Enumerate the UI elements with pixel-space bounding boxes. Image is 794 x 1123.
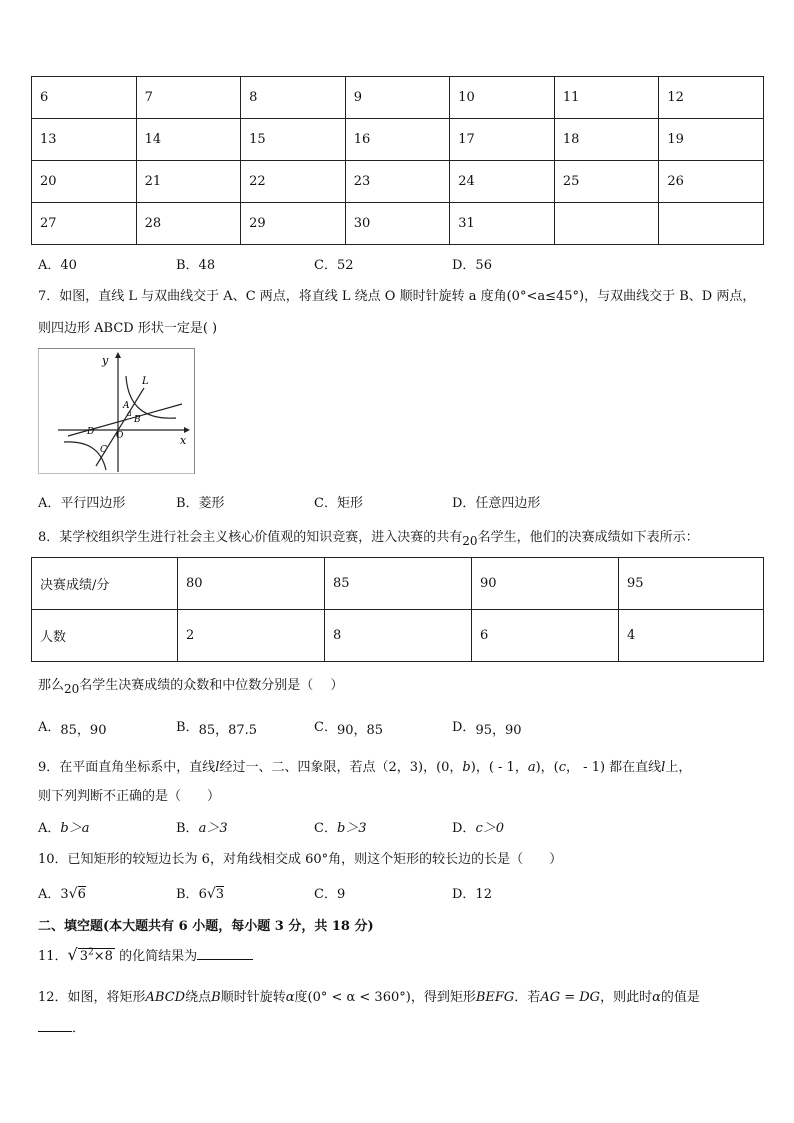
calendar-row — [32, 119, 764, 161]
calendar-cell: 27 — [32, 203, 137, 245]
calendar-cell: 9 — [345, 77, 450, 119]
q12-line2-end: ． — [72, 1021, 86, 1036]
q12-mid5: ．若 — [514, 990, 541, 1005]
q9-var-c: c — [558, 760, 567, 775]
q9-option-b — [176, 817, 228, 836]
q8-option-d-value: 95，90 — [475, 723, 522, 738]
q9-option-c — [314, 817, 367, 836]
q6-option-a: A．40 — [38, 258, 77, 273]
q7-option-a: A．平行四边形 — [38, 496, 126, 511]
q8-row-cell: 6 — [472, 610, 619, 662]
q8-option-b-value: 85，87.5 — [198, 723, 258, 738]
q10-option-d: D．12 — [452, 887, 492, 902]
q8-option-a-value: 85，90 — [60, 723, 107, 738]
q12-eq: AG = DG — [540, 990, 601, 1005]
calendar-cell: 8 — [241, 77, 346, 119]
q9-option-b-label: B． — [176, 821, 199, 836]
figure-label-angle: a — [127, 409, 132, 418]
q8-header-cell: 90 — [472, 558, 619, 610]
q12-text-line1 — [38, 986, 700, 1005]
q7-option-d: D．任意四边形 — [452, 496, 541, 511]
q12-befg: BEFG — [475, 990, 515, 1005]
q9-text-line2: 则下列判断不正确的是（ ） — [38, 789, 221, 804]
q9-option-a — [38, 817, 89, 836]
q12-pre: 12．如图，将矩形 — [38, 990, 146, 1005]
q9-text-line1 — [38, 756, 691, 775]
q8-option-a — [38, 716, 107, 738]
section-title: 二、填空题(本大题共有 6 小题，每小题 3 分，共 18 分) — [38, 919, 374, 934]
q10-option-a: A．3√6 — [38, 886, 86, 902]
q9-var-b: b — [462, 760, 471, 775]
q8-option-c — [314, 716, 384, 738]
q11-text: 11．√ $3^2\times 8$ 的化简结果为 — [38, 945, 253, 964]
q12-answer-blank[interactable] — [38, 1031, 72, 1032]
q8-option-c-label: C． — [314, 720, 337, 735]
q12-alpha: α — [285, 990, 295, 1005]
figure-label-L: L — [142, 376, 149, 387]
q8-row-cell: 8 — [325, 610, 472, 662]
q9-option-a-value: b＞a — [60, 821, 90, 836]
q12-range: (0° < α < 360°) — [307, 990, 411, 1005]
calendar-cell: 18 — [554, 119, 659, 161]
q10-option-a-label: A． — [38, 887, 61, 902]
q7-option-c: C．矩形 — [314, 496, 363, 511]
figure-label-B: B — [134, 415, 141, 425]
calendar-cell: 15 — [241, 119, 346, 161]
q6-option-d: D．56 — [452, 258, 492, 273]
q6-option-c: C．52 — [314, 258, 354, 273]
q10-option-c: C．9 — [314, 887, 346, 902]
q11-suffix: 的化简结果为 — [119, 949, 198, 964]
q8-option-b — [176, 716, 258, 738]
q8-option-c-value: 90，85 — [336, 723, 384, 738]
q8-option-a-label: A． — [38, 720, 61, 735]
calendar-cell: 19 — [659, 119, 764, 161]
q8-score-table — [31, 557, 764, 662]
q10-option-a-radicand: 6 — [77, 887, 86, 902]
calendar-cell: 11 — [554, 77, 659, 119]
q9-option-b-value: a＞3 — [198, 821, 228, 836]
q9-var-l2: l — [661, 760, 666, 775]
q9-option-c-value: b＞3 — [336, 821, 367, 836]
q6-option-b: B．48 — [176, 258, 216, 273]
q11-radicand — [78, 948, 115, 964]
calendar-cell: 24 — [450, 161, 555, 203]
q8-question — [38, 674, 344, 696]
q10-option-b: B．6√3 — [176, 886, 225, 902]
q9-option-d-value: c＞0 — [475, 821, 504, 836]
q9-option-d — [452, 817, 504, 836]
q10-option-b-radicand: 3 — [215, 887, 225, 902]
calendar-cell: 22 — [241, 161, 346, 203]
q9-option-a-label: A． — [38, 821, 61, 836]
calendar-cell: 28 — [136, 203, 241, 245]
q10-text: 10．已知矩形的较短边长为 6，对角线相交成 60°角，则这个矩形的较长边的长是（ ） — [38, 852, 563, 867]
q8-row-cell: 4 — [619, 610, 764, 662]
calendar-cell: 13 — [32, 119, 137, 161]
figure-label-x: x — [180, 434, 187, 447]
calendar-table — [31, 76, 764, 245]
q9-text-d: )，( — [535, 760, 559, 775]
q12-mid1: 绕点 — [185, 990, 212, 1005]
calendar-cell: 17 — [450, 119, 555, 161]
q12-alpha-2: α — [652, 990, 661, 1005]
q8-question-post: 名学生决赛成绩的众数和中位数分别是（ ） — [79, 678, 344, 693]
q9-text-a: 9．在平面直角坐标系中，直线 — [38, 760, 216, 775]
q11-exp: 2 — [88, 947, 94, 958]
q8-header-cell: 决赛成绩/分 — [32, 558, 178, 610]
q9-option-d-label: D． — [452, 821, 476, 836]
calendar-row — [32, 203, 764, 245]
q12-mid6: ，则此时 — [600, 990, 653, 1005]
calendar-cell: 10 — [450, 77, 555, 119]
calendar-cell — [554, 203, 659, 245]
figure-label-y: y — [102, 354, 109, 367]
q10-option-b-coef: 6 — [198, 887, 207, 902]
calendar-cell — [659, 203, 764, 245]
figure-label-O: O — [116, 431, 124, 441]
q9-text-e: ， - 1) 都在直线 — [566, 760, 662, 775]
calendar-cell: 14 — [136, 119, 241, 161]
q8-text — [38, 526, 699, 548]
q7-option-b: B．菱形 — [176, 496, 225, 511]
q8-option-d — [452, 716, 522, 738]
q10-option-a-coef: 3 — [60, 887, 69, 902]
q12-mid2: 顺时针旋转 — [220, 990, 286, 1005]
calendar-row — [32, 77, 764, 119]
q10-option-b-label: B． — [176, 887, 199, 902]
figure-label-C: C — [100, 445, 107, 455]
calendar-cell: 21 — [136, 161, 241, 203]
q12-end: 的值是 — [660, 990, 700, 1005]
q8-question-pre: 那么 — [38, 678, 65, 693]
q11-answer-blank[interactable] — [197, 959, 253, 960]
q7-text-line2: 则四边形 ABCD 形状一定是( ) — [38, 321, 218, 336]
q12-text-line2 — [38, 1017, 85, 1036]
calendar-cell: 7 — [136, 77, 241, 119]
q12-point-b: B — [211, 990, 221, 1005]
q8-header-cell: 80 — [178, 558, 325, 610]
calendar-cell: 16 — [345, 119, 450, 161]
q12-mid4: ，得到矩形 — [410, 990, 476, 1005]
calendar-cell: 30 — [345, 203, 450, 245]
q8-option-d-label: D． — [452, 720, 476, 735]
q7-text-line1: 7．如图，直线 L 与双曲线交于 A、C 两点，将直线 L 绕点 O 顺时针旋转 a 度角(0°<a≤45°)，与双曲线交于 B、D 两点， — [38, 289, 756, 304]
q11-prefix: 11． — [38, 949, 68, 964]
calendar-cell: 12 — [659, 77, 764, 119]
q8-row-cell: 2 — [178, 610, 325, 662]
q11-times: ×8 — [93, 949, 113, 964]
q12-mid3: 度 — [294, 990, 308, 1005]
q11-base: 3 — [79, 949, 89, 964]
q8-text-pre: 8．某学校组织学生进行社会主义核心价值观的知识竞赛，进入决赛的共有 — [38, 530, 463, 545]
q8-header-cell: 95 — [619, 558, 764, 610]
q9-var-a: a — [527, 760, 536, 775]
figure-label-A: A — [123, 401, 130, 411]
q12-abcd: ABCD — [145, 990, 186, 1005]
calendar-cell: 31 — [450, 203, 555, 245]
q8-option-b-label: B． — [176, 720, 199, 735]
q8-question-num: 20 — [64, 682, 80, 696]
q9-text-b: 经过一、二、四象限，若点（2，3)，(0， — [219, 760, 463, 775]
q9-text-c: )，( - 1， — [470, 760, 528, 775]
calendar-cell: 20 — [32, 161, 137, 203]
calendar-cell: 6 — [32, 77, 137, 119]
calendar-cell: 25 — [554, 161, 659, 203]
calendar-cell: 23 — [345, 161, 450, 203]
calendar-row — [32, 161, 764, 203]
q7-figure — [38, 348, 196, 474]
q8-text-post: 名学生，他们的决赛成绩如下表所示： — [477, 530, 699, 545]
q9-var-l: l — [215, 760, 220, 775]
q8-num: 20 — [462, 534, 478, 548]
figure-label-D: D — [87, 427, 95, 437]
calendar-cell: 29 — [241, 203, 346, 245]
calendar-cell: 26 — [659, 161, 764, 203]
q8-row-cell: 人数 — [32, 610, 178, 662]
q8-header-cell: 85 — [325, 558, 472, 610]
q9-text-f: 上， — [665, 760, 692, 775]
q9-option-c-label: C． — [314, 821, 337, 836]
